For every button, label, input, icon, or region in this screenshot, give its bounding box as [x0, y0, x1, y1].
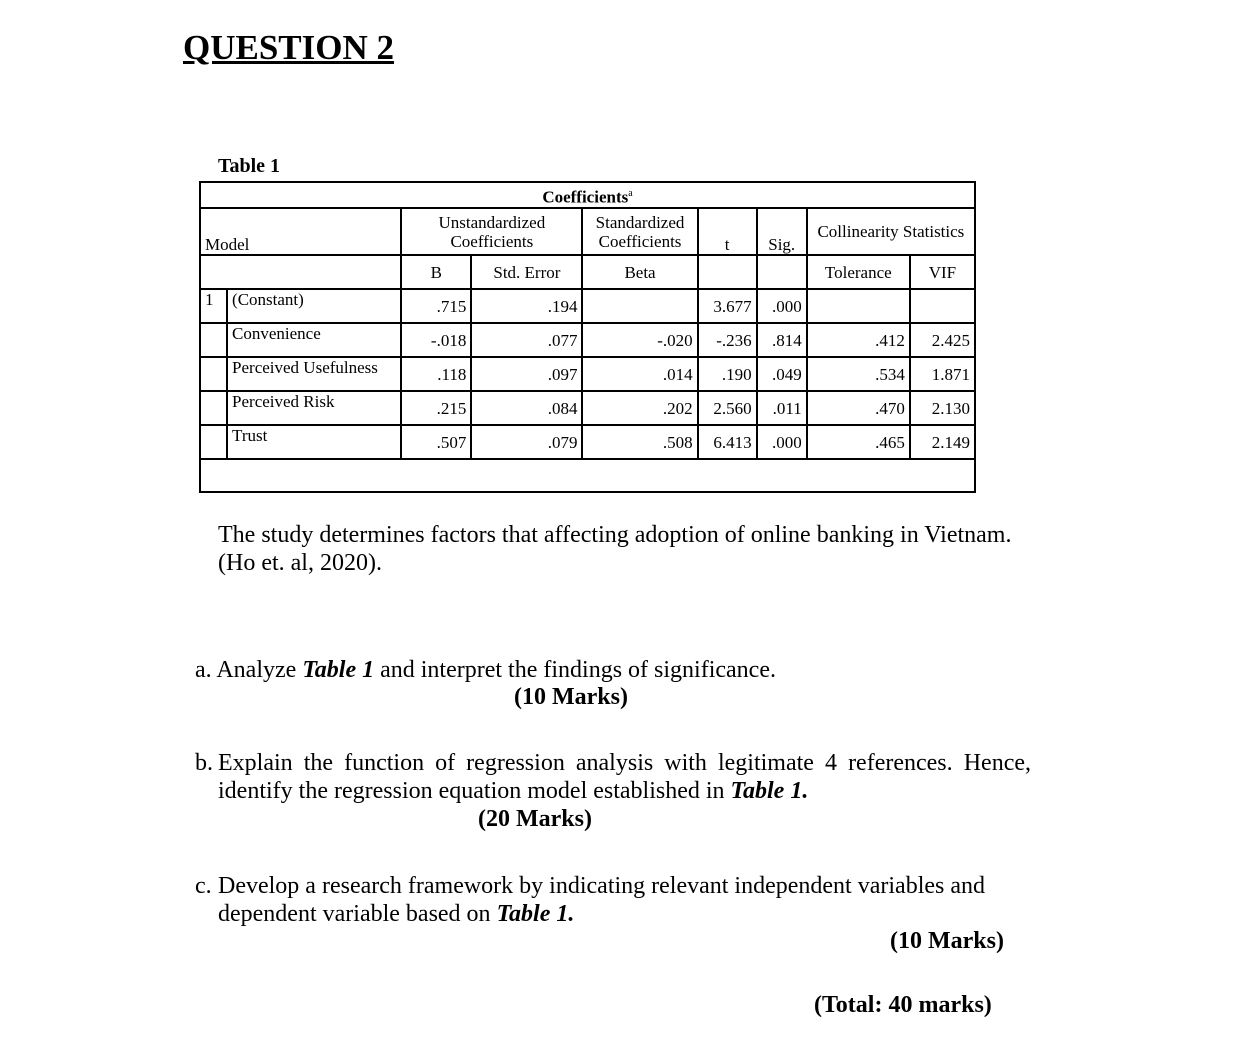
- header-unstandardized: Unstandardized Coefficients: [401, 208, 582, 255]
- header-t: t: [698, 208, 757, 255]
- question-a: a. Analyze Table 1 and interpret the findings of significance.: [195, 657, 776, 683]
- question-b-label: b.: [195, 750, 213, 776]
- table-row: 1 (Constant) .715 .194 3.677 .000: [200, 289, 975, 323]
- table-reference: Table 1.: [496, 901, 575, 927]
- header-standardized: Standardized Coefficients: [582, 208, 697, 255]
- header-collinearity: Collinearity Statistics: [807, 208, 975, 255]
- coefficients-table: [199, 181, 976, 493]
- header-std-error: Std. Error: [471, 255, 582, 289]
- study-description: The study determines factors that affecting adoption of online banking in Vietnam. (Ho et. al, 2020).: [218, 522, 1012, 576]
- question-a-marks: (10 Marks): [514, 684, 628, 710]
- table-footer-row: [200, 459, 975, 492]
- header-tolerance: Tolerance: [807, 255, 910, 289]
- table-row: Convenience -.018 .077 -.020 -.236 .814 .412 2.425: [200, 323, 975, 357]
- question-a-label: a.: [195, 657, 212, 683]
- table-row: Trust .507 .079 .508 6.413 .000 .465 2.149: [200, 425, 975, 459]
- total-marks: (Total: 40 marks): [814, 992, 992, 1018]
- table-reference: Table 1.: [730, 778, 809, 804]
- table-row: Perceived Risk .215 .084 .202 2.560 .011 .470 2.130: [200, 391, 975, 425]
- table-row: Perceived Usefulness .118 .097 .014 .190 .049 .534 1.871: [200, 357, 975, 391]
- header-vif: VIF: [910, 255, 975, 289]
- model-number: 1: [200, 289, 227, 323]
- header-b: B: [401, 255, 471, 289]
- header-sig: Sig.: [757, 208, 807, 255]
- header-model: Model: [200, 208, 401, 255]
- row-name: (Constant): [227, 289, 401, 323]
- row-name: Trust: [227, 425, 401, 459]
- table-caption: Table 1: [218, 155, 281, 177]
- table-title: Coefficients$^a$: [200, 182, 975, 208]
- question-c: c. Develop a research framework by indicating relevant independent variables and dependent variable based on Table 1.: [195, 873, 986, 927]
- question-b-marks: (20 Marks): [478, 806, 592, 832]
- row-name: Perceived Usefulness: [227, 357, 401, 391]
- question-c-label: c.: [195, 873, 212, 899]
- question-title: QUESTION 2: [183, 28, 395, 67]
- row-name: Perceived Risk: [227, 391, 401, 425]
- question-c-marks: (10 Marks): [890, 928, 1004, 954]
- question-b: b. Explain the function of regression analysis with legitimate 4 references. Hence, identify the regression equation model established in Table 1.: [195, 750, 1031, 804]
- table-reference: Table 1: [302, 657, 375, 683]
- row-name: Convenience: [227, 323, 401, 357]
- header-beta: Beta: [582, 255, 697, 289]
